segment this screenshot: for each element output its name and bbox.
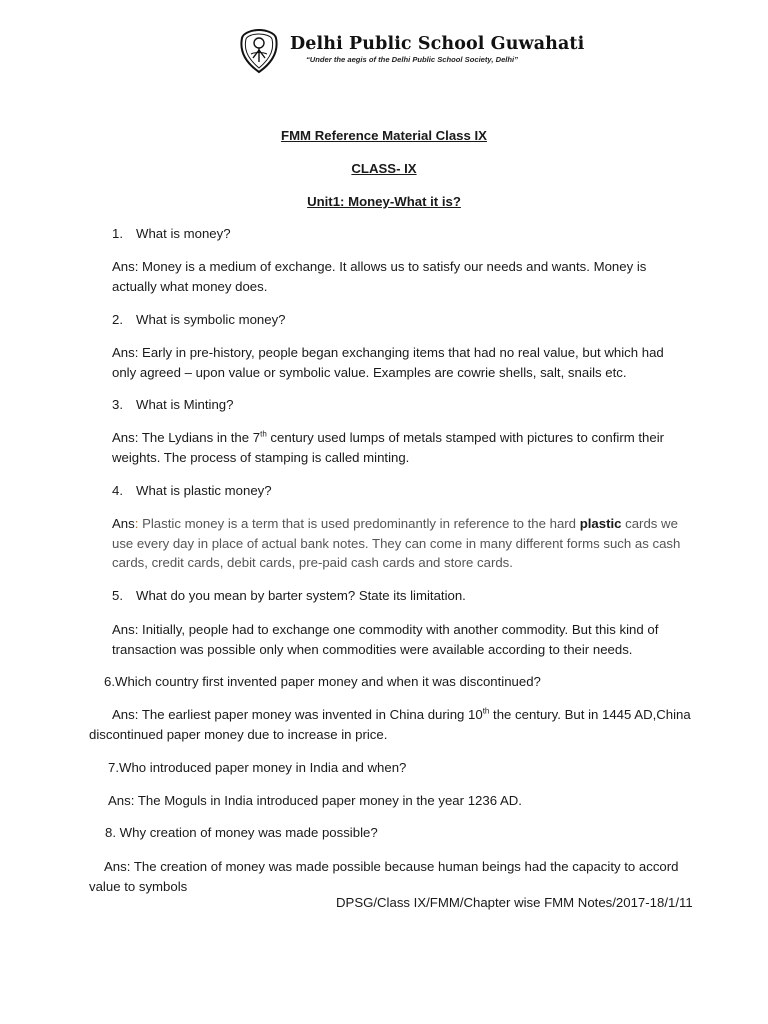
question-5: 5. What do you mean by barter system? State its limitation. (112, 588, 466, 603)
footer-reference: DPSG/Class IX/FMM/Chapter wise FMM Notes/2017-18/1/11 (336, 895, 693, 910)
answer-6-line-2: discontinued paper money due to increase in price. (89, 727, 388, 742)
question-8: 8. Why creation of money was made possible? (105, 825, 378, 840)
school-logo-icon (236, 28, 282, 74)
school-header (236, 28, 585, 76)
answer-5: Ans: Initially, people had to exchange one commodity with another commodity. But this kind of transaction was possible only when commodities were available according to their needs. (112, 622, 659, 657)
question-2: 2. What is symbolic money? (112, 312, 286, 327)
reference-title: FMM Reference Material Class IX (281, 128, 487, 143)
school-motto: “Under the aegis of the Delhi Public School Society, Delhi” (306, 55, 518, 64)
question-6: 6.Which country first invented paper money and when it was discontinued? (104, 674, 541, 689)
answer-6-line-1: Ans: The earliest paper money was invented in China during 10th the century. But in 1445 AD,China (112, 706, 691, 722)
unit-title: Unit1: Money-What it is? (307, 194, 461, 209)
answer-2: Ans: Early in pre-history, people began exchanging items that had no real value, but which had only agreed – upon value or symbolic value. Examples are cowrie shells, salt, snails etc. (112, 345, 664, 380)
question-3: 3. What is Minting? (112, 397, 234, 412)
answer-4: Ans: Plastic money is a term that is used predominantly in reference to the hard plastic cards we use every day in place of actual bank notes. They can come in many different forms such as cash cards, credit cards, debit cards, pre-paid cash cards and store cards. (112, 516, 681, 570)
school-name: Delhi Public School Guwahati (290, 34, 585, 54)
answer-1: Ans: Money is a medium of exchange. It allows us to satisfy our needs and wants. Money is actually what money does. (112, 259, 647, 294)
answer-3: Ans: The Lydians in the 7th century used lumps of metals stamped with pictures to confirm their weights. The process of stamping is called minting. (112, 429, 665, 465)
answer-8-line-1: Ans: The creation of money was made possible because human beings had the capacity to accord (104, 859, 679, 874)
answer-7: Ans: The Moguls in India introduced paper money in the year 1236 AD. (108, 793, 522, 808)
class-title: CLASS- IX (351, 161, 417, 176)
question-1: 1. What is money? (112, 226, 231, 241)
answer-8-line-2: value to symbols (89, 879, 188, 894)
question-4: 4. What is plastic money? (112, 483, 272, 498)
question-7: 7.Who introduced paper money in India and when? (108, 760, 407, 775)
